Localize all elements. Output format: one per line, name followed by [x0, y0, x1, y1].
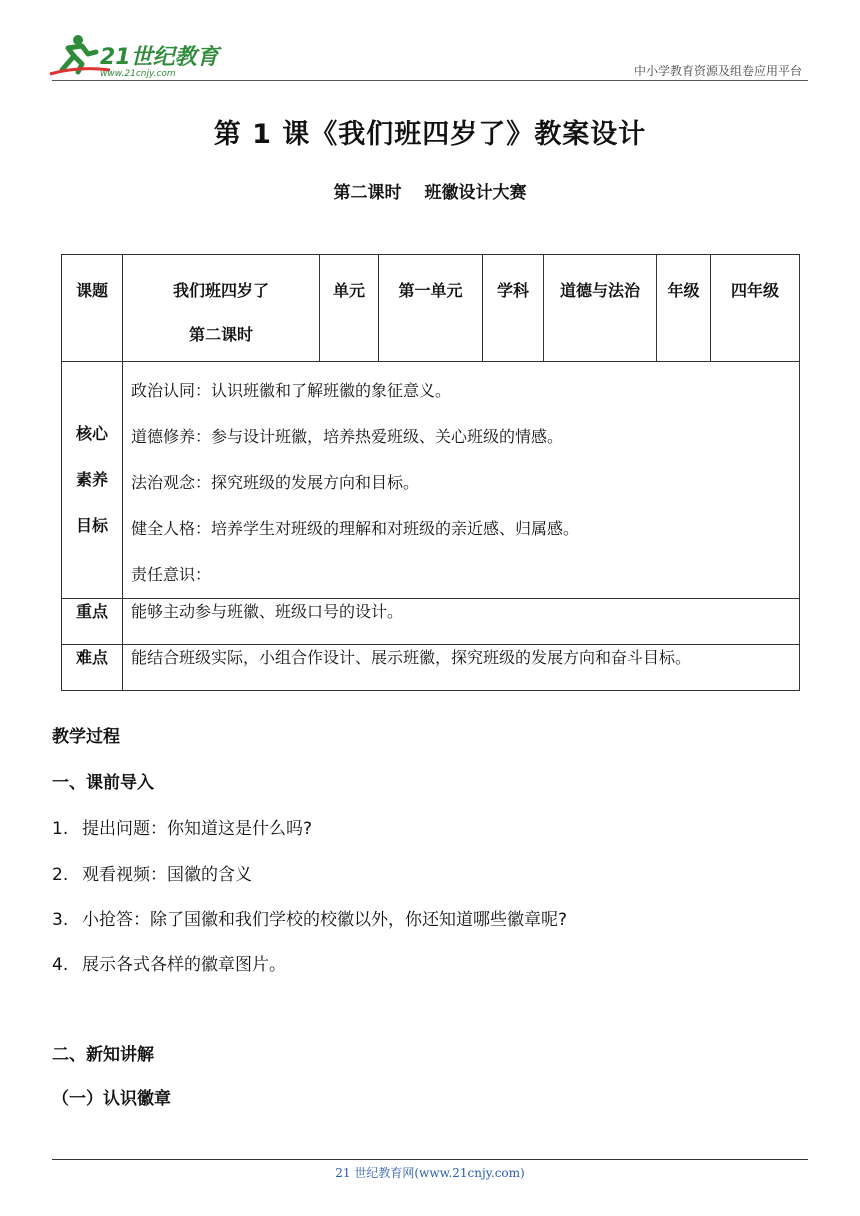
header-tagline: 中小学教育资源及组卷应用平台	[633, 64, 802, 78]
cell-subject-label: 学科	[483, 255, 544, 362]
cell-key-label: 重点	[62, 599, 123, 645]
section-heading-new-knowledge: 二、新知讲解	[52, 1045, 154, 1065]
site-logo	[48, 30, 228, 80]
goal-item: 政治认同：认识班徽和了解班徽的象征意义。	[131, 381, 452, 400]
cell-difficulty-content: 能结合班级实际，小组合作设计、展示班徽，探究班级的发展方向和奋斗目标。	[123, 645, 800, 691]
lesson-info-table	[61, 254, 800, 691]
goal-item: 法治观念：探究班级的发展方向和目标。	[131, 473, 420, 492]
cell-grade-value: 四年级	[711, 255, 800, 362]
list-text: 展示各式各样的徽章图片。	[82, 955, 286, 975]
table-row	[62, 645, 800, 691]
goal-item: 健全人格：培养学生对班级的理解和对班级的亲近感、归属感。	[131, 519, 580, 538]
list-number: 4.	[52, 955, 69, 975]
subsection-heading: （一）认识徽章	[52, 1089, 171, 1109]
list-text: 小抢答：除了国徽和我们学校的校徽以外，你还知道哪些徽章呢?	[82, 910, 568, 930]
list-item	[52, 950, 286, 975]
cell-key-content: 能够主动参与班徽、班级口号的设计。	[123, 599, 800, 645]
goal-item: 责任意识：	[131, 565, 212, 584]
logo-url: www.21cnjy.com	[100, 69, 176, 79]
topic-line-1: 我们班四岁了	[172, 281, 269, 300]
cell-goals-label	[62, 362, 123, 599]
cell-topic-value	[123, 255, 320, 362]
section-heading-intro: 一、课前导入	[52, 773, 154, 793]
cell-topic-label: 课题	[62, 255, 123, 362]
page-title: 第 1 课《我们班四岁了》教案设计	[213, 119, 647, 150]
table-row	[62, 599, 800, 645]
header-divider	[52, 80, 808, 81]
list-number: 1.	[52, 819, 69, 839]
footer-link[interactable]: 21 世纪教育网(www.21cnjy.com)	[335, 1166, 525, 1180]
list-text: 观看视频：国徽的含义	[82, 865, 252, 885]
list-item	[52, 860, 252, 885]
cell-grade-label: 年级	[657, 255, 711, 362]
table-row	[62, 362, 800, 599]
page-subtitle: 第二课时 班徽设计大赛	[333, 183, 527, 203]
cell-unit-label: 单元	[320, 255, 379, 362]
cell-goals-content	[123, 362, 800, 599]
goals-label-line: 核心	[75, 424, 108, 443]
goals-label-line: 素养	[75, 470, 108, 489]
cell-subject-value: 道德与法治	[544, 255, 657, 362]
process-heading: 教学过程	[52, 727, 120, 747]
cell-difficulty-label: 难点	[62, 645, 123, 691]
list-text: 提出问题：你知道这是什么吗?	[82, 819, 313, 839]
list-number: 2.	[52, 865, 69, 885]
list-number: 3.	[52, 910, 69, 930]
goals-label-line: 目标	[75, 516, 108, 535]
list-item	[52, 814, 312, 839]
cell-unit-value: 第一单元	[379, 255, 483, 362]
footer-divider	[52, 1159, 808, 1160]
topic-line-2: 第二课时	[188, 325, 253, 344]
list-item	[52, 905, 567, 930]
logo-text: 21世纪教育	[100, 45, 219, 70]
table-row	[62, 255, 800, 362]
goal-item: 道德修养：参与设计班徽，培养热爱班级、关心班级的情感。	[131, 427, 564, 446]
